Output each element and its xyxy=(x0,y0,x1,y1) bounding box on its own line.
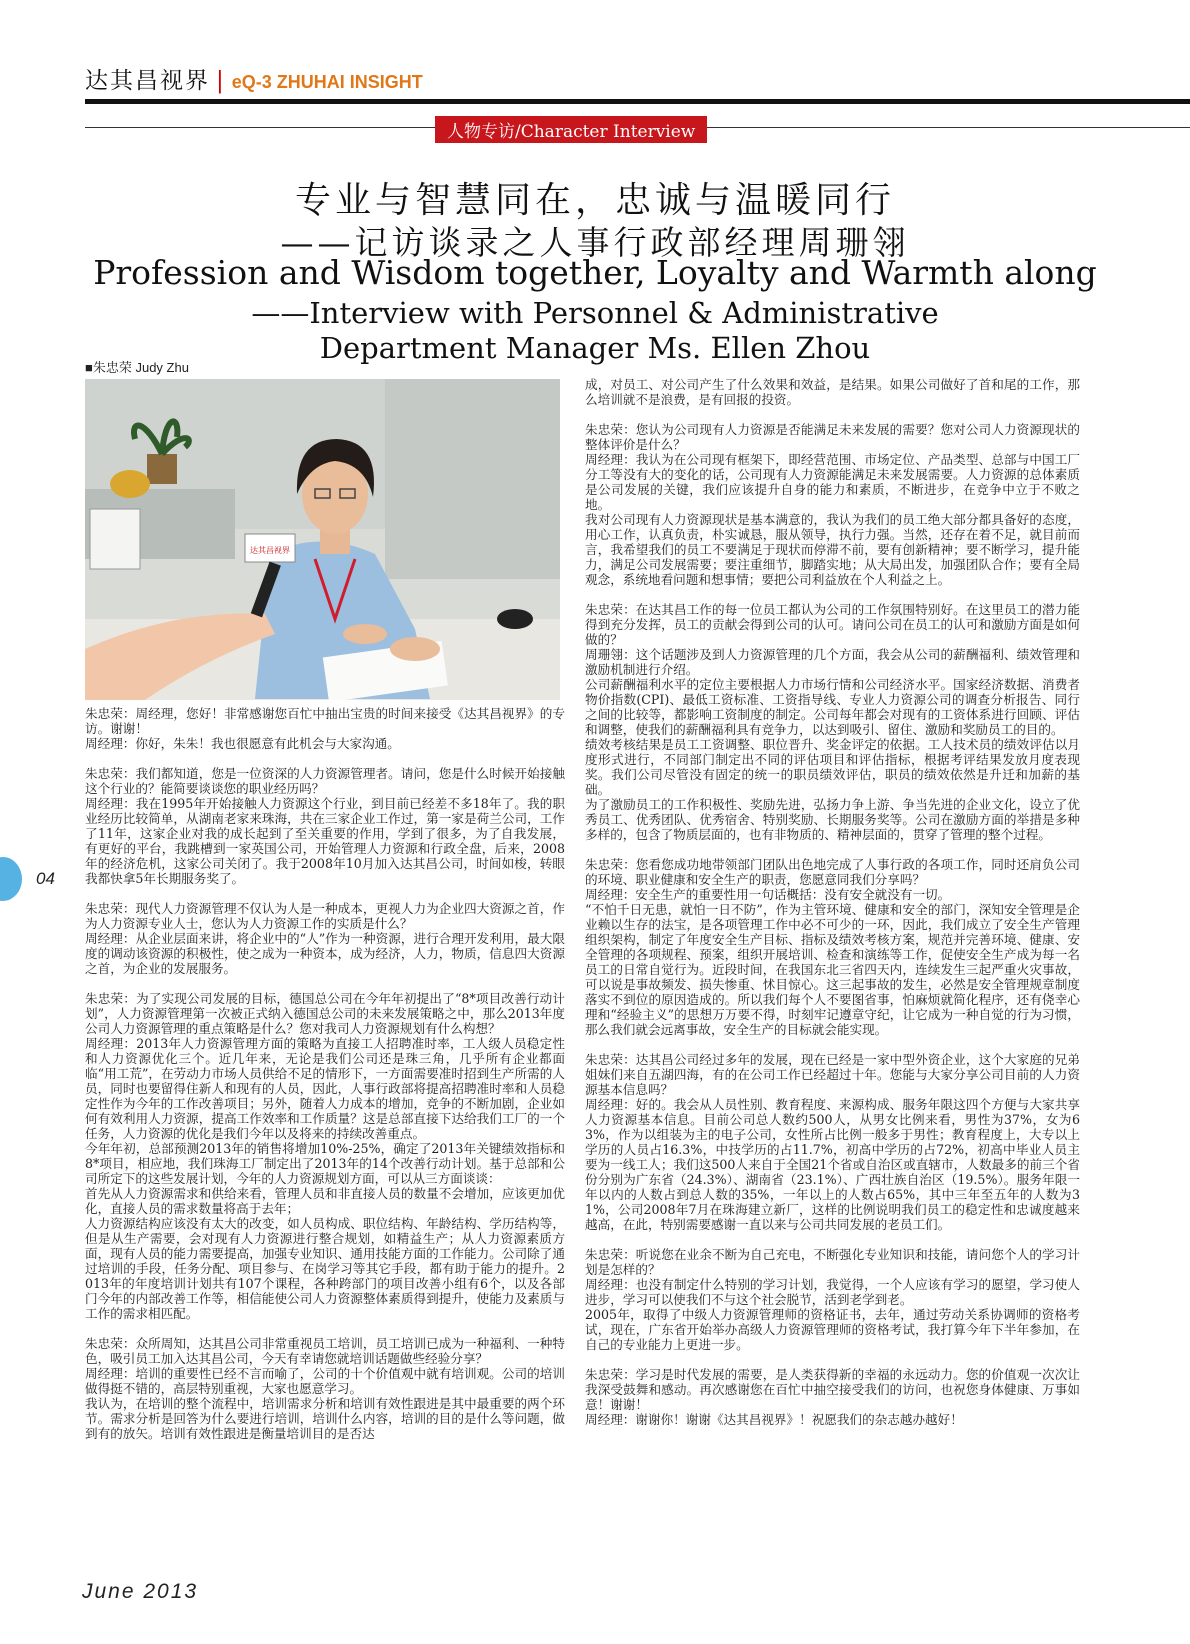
paragraph-gap xyxy=(585,1352,1080,1367)
title-en-line2: ——Interview with Personnel & Administrative xyxy=(251,296,939,330)
paragraph: 周经理：谢谢你！谢谢《达其昌视界》！祝愿我们的杂志越办越好！ xyxy=(585,1412,963,1427)
paragraph: 绩效考核结果是员工工资调整、职位晋升、奖金评定的依据。工人技术员的绩效评估以月度形式进行，不同部门制定出不同的评估项目和评估指标，根据考评结果发放月度表现奖。我们公司尽管没有固定的统一的职员绩效评估，职员的绩效依然是升迁和加薪的基础。 xyxy=(585,737,1080,797)
paragraph: 周经理：安全生产的重要性用一句话概括：没有安全就没有一切。 xyxy=(585,887,951,902)
paragraph-gap xyxy=(585,407,1080,422)
masthead-separator: | xyxy=(216,68,226,94)
paragraph: 周经理：我认为在公司现有框架下，即经营范围、市场定位、产品类型、总部与中国工厂分工等没有大的变化的话，公司现有人力资源能满足未来发展需要。人力资源的总体素质是公司发展的关键，我们应该提升自身的能力和素质，不断进步，在竞争中立于不败之地。 xyxy=(585,452,1080,512)
paragraph: 朱忠荣：为了实现公司发展的目标，德国总公司在今年年初提出了“8*项目改善行动计划”，人力资源管理第一次被正式纳入德国总公司的未来发展策略之中，那么2013年度公司人力资源管理的重点策略是什么？您对我司人力资源规划有什么构想？ xyxy=(85,991,565,1036)
article-right-column xyxy=(585,377,1080,1427)
section-tag: 人物专访/Character Interview xyxy=(435,116,707,143)
paragraph: 周经理：2013年人力资源管理方面的策略为直接工人招聘准时率，工人级人员稳定性和人力资源优化三个。近几年来，无论是我们公司还是珠三角，几乎所有企业都面临“用工荒”，在劳动力市场人员供给不足的情形下，一方面需要准时招到生产所需的人员，同时也要留得住新人和现有的人员，因此，人事行政部将提高招聘准时率和人员稳定性作为今年的工作改善项目；另外，随着人力成本的增加，竞争的不断加剧，企业如何有效利用人力资源，提高工作效率和工作质量？这是总部直接下达给我们工厂的一个任务，人力资源的优化是我们今年以及将来的持续改善重点。 xyxy=(85,1036,565,1141)
byline: ■朱忠荣 Judy Zhu xyxy=(85,360,189,375)
paragraph: 周经理：我在1995年开始接触人力资源这个行业，到目前已经差不多18年了。我的职业经历比较简单，从湖南老家来珠海，共在三家企业工作过，第一家是荷兰公司，工作了11年，这家企业对我的成长起到了至关重要的作用，学到了很多，为了自我发展，有更好的平台，我跳槽到一家英国公司，开始管理人力资源和行政全盘，后来，2008年的经济危机，这家公司关闭了。我于2008年10月加入达其昌公司，时间如梭，转眼我都快拿5年长期服务奖了。 xyxy=(85,796,565,886)
paragraph: 朱忠荣：周经理，您好！非常感谢您百忙中抽出宝贵的时间来接受《达其昌视界》的专访。谢谢！ xyxy=(85,706,565,736)
paragraph-gap xyxy=(85,886,565,901)
paragraph: 周经理：从企业层面来讲，将企业中的“人”作为一种资源，进行合理开发利用，最大限度的调动该资源的积极性，使之成为一种资本，成为经济，人力，物质，信息四大资源之首，为企业的发展服务。 xyxy=(85,931,565,976)
paragraph: 首先从人力资源需求和供给来看，管理人员和非直接人员的数量不会增加，应该更加优化，直接人员的需求数量将高于去年； xyxy=(85,1186,565,1216)
title-en-line1: Profession and Wisdom together, Loyalty and Warmth along xyxy=(93,253,1097,292)
paragraph: 我认为，在培训的整个流程中，培训需求分析和培训有效性跟进是其中最重要的两个环节。需求分析是回答为什么要进行培训，培训什么内容，培训的目的是什么等问题，做到有的放矢。培训有效性跟进是衡量培训目的是否达 xyxy=(85,1396,565,1441)
masthead-en: eQ-3 ZHUHAI INSIGHT xyxy=(231,72,423,92)
paragraph-gap xyxy=(585,1232,1080,1247)
paragraph: 朱忠荣：我们都知道，您是一位资深的人力资源管理者。请问，您是什么时候开始接触这个行业的？能简要谈谈您的职业经历吗？ xyxy=(85,766,565,796)
paragraph: 为了激励员工的工作积极性、奖励先进，弘扬力争上游、争当先进的企业文化，设立了优秀员工、优秀团队、优秀宿舍、特别奖励、长期服务奖等。公司在激励方面的举措是多种多样的，包含了物质层面的，也有非物质的、精神层面的，贯穿了管理的整个过程。 xyxy=(585,797,1080,842)
paragraph-gap xyxy=(85,1321,565,1336)
paragraph: 2005年，取得了中级人力资源管理师的资格证书，去年，通过劳动关系协调师的资格考试，现在，广东省开始举办高级人力资源管理师的资格考试，我打算今年下半年参加，在自己的专业能力上更进一步。 xyxy=(585,1307,1080,1352)
paragraph: 朱忠荣：您看您成功地带领部门团队出色地完成了人事行政的各项工作，同时还肩负公司的环境、职业健康和安全生产的职责，您愿意同我们分享吗？ xyxy=(585,857,1080,887)
header-rule xyxy=(85,99,1190,104)
paragraph: 公司薪酬福利水平的定位主要根据人力市场行情和公司经济水平。国家经济数据、消费者物价指数(CPI)、最低工资标准、工资指导线、专业人力资源公司的调查分析报告、同行之间的比较等，都影响工资制度的制定。公司每年都会对现有的工资体系进行回顾、评估和调整，使我们的薪酬福利具有竞争力，以达到吸引、留住、激励和奖励员工的目的。 xyxy=(585,677,1080,737)
paragraph: 朱忠荣：达其昌公司经过多年的发展，现在已经是一家中型外资企业，这个大家庭的兄弟姐妹们来自五湖四海，有的在公司工作已经超过十年。您能与大家分享公司目前的人力资源基本信息吗？ xyxy=(585,1052,1080,1097)
title-cn-line2: ——记访谈录之人事行政部经理周珊翎 xyxy=(280,223,910,262)
issue-date: June 2013 xyxy=(82,1580,199,1603)
paragraph-gap xyxy=(585,587,1080,602)
page-number-marker xyxy=(0,857,22,901)
paragraph: 周经理：你好，朱朱！我也很愿意有此机会与大家沟通。 xyxy=(85,736,400,751)
paragraph: 人力资源结构应该没有太大的改变，如人员构成、职位结构、年龄结构、学历结构等，但是从生产需要，会对现有人力资源进行整合规划，如精益生产；从人力资源素质方面，现有人员的能力需要提高，加强专业知识、通用技能方面的工作能力。公司除了通过培训的手段，任务分配、项目参与、在岗学习等其它手段，都有助于能力的提升。2013年的年度培训计划共有107个课程，各种跨部门的项目改善小组有6个，以及各部门今年的内部改善工作等，相信能使公司人力资源整体素质得到提升，使能力及素质与工作的需求相匹配。 xyxy=(85,1216,565,1321)
paragraph: 朱忠荣：听说您在业余不断为自己充电，不断强化专业知识和技能，请问您个人的学习计划是怎样的？ xyxy=(585,1247,1080,1277)
paragraph: 周经理：培训的重要性已经不言而喻了，公司的十个价值观中就有培训观。公司的培训做得挺不错的，高层特别重视，大家也愿意学习。 xyxy=(85,1366,565,1396)
paragraph-gap xyxy=(585,842,1080,857)
interview-photo xyxy=(85,379,560,700)
article-left-column xyxy=(85,706,565,1441)
paragraph: 周经理：也没有制定什么特别的学习计划，我觉得，一个人应该有学习的愿望，学习使人进步，学习可以使我们不与这个社会脱节，活到老学到老。 xyxy=(585,1277,1080,1307)
masthead xyxy=(85,62,423,95)
page-number: 04 xyxy=(36,869,55,888)
title-cn-line1: 专业与智慧同在，忠诚与温暖同行 xyxy=(294,180,895,221)
paragraph: 周珊翎：这个话题涉及到人力资源管理的几个方面，我会从公司的薪酬福利、绩效管理和激励机制进行介绍。 xyxy=(585,647,1080,677)
paragraph: 朱忠荣：众所周知，达其昌公司非常重视员工培训，员工培训已成为一种福利、一种特色，吸引员工加入达其昌公司，今天有幸请您就培训话题做些经验分享？ xyxy=(85,1336,565,1366)
paragraph-gap xyxy=(585,1037,1080,1052)
paragraph: “不怕千日无患，就怕一日不防”，作为主管环境、健康和安全的部门，深知安全管理是企业赖以生存的法宝，是各项管理工作中必不可少的一环，因此，我们成立了安全生产管理组织架构，制定了年度安全生产目标、指标及绩效考核方案，规范并完善环境、健康、安全管理的各项规程、预案，组织开展培训、检查和演练等工作，促使安全生产成为每一名员工的日常自觉行为。近段时间，在我国东北三省四天内，连续发生三起严重火灾事故，可以说是事故频发、损失惨重、怵目惊心。这三起事故的发生，必然是安全管理规章制度落实不到位的原因造成的。所以我们每个人不要图省事，怕麻烦就简化程序，还有侥幸心理和“经验主义”的思想万万要不得，时刻牢记遵章守纪，让它成为一种自觉的行为习惯，那么我们就会远离事故，安全生产的目标就会能实现。 xyxy=(585,902,1080,1037)
paragraph: 朱忠荣：学习是时代发展的需要，是人类获得新的幸福的永远动力。您的价值观一次次让我深受鼓舞和感动。再次感谢您在百忙中抽空接受我们的访问，也祝您身体健康、万事如意！谢谢！ xyxy=(585,1367,1080,1412)
paragraph: 今年年初，总部预测2013年的销售将增加10%-25%，确定了2013年关键绩效指标和8*项目，相应地，我们珠海工厂制定出了2013年的14个改善行动计划。基于总部和公司所定下的这些发展计划，今年的人力资源规划方面，可以从三方面谈谈： xyxy=(85,1141,565,1186)
paragraph: 朱忠荣：现代人力资源管理不仅认为人是一种成本，更视人力为企业四大资源之首，作为人力资源专业人士，您认为人力资源工作的实质是什么？ xyxy=(85,901,565,931)
paragraph: 周经理：好的。我会从人员性别、教育程度、来源构成、服务年限这四个方便与大家共享人力资源基本信息。目前公司总人数约500人，从男女比例来看，男性为37%，女为63%，作为以组装为主的电子公司，女性所占比例一般多于男性；教育程度上，大专以上学历的人员占16.3%，中技学历的占11.7%，初高中学历的占72%，初高中毕业人员主要为一线工人；我们这500人来自于全国21个省或自治区或直辖市，人数最多的前三个省份分别为广东省（24.3%）、湖南省（23.1%）、广西壮族自治区（19.5%）。服务年限一年以内的人数占到总人数的35%，一年以上的人数占65%，其中三年至五年的人数为31%，公司2008年7月在珠海建立新厂，这样的比例说明我们员工的稳定性和忠诚度越来越高，在此，特别需要感谢一直以来与公司共同发展的老员工们。 xyxy=(585,1097,1080,1232)
paragraph-gap xyxy=(85,751,565,766)
paragraph: 我对公司现有人力资源现状是基本满意的，我认为我们的员工绝大部分都具备好的态度，用心工作，认真负责，朴实诚恳，服从领导，执行力强。当然，还存在着不足，就目前而言，我希望我们的员工不要满足于现状而停滞不前，要有创新精神；要不断学习，提升能力，满足公司发展需要；要注重细节，脚踏实地；从大局出发，加强团队合作；要有全局观念，系统地看问题和想事情；要把公司利益放在个人利益之上。 xyxy=(585,512,1080,587)
paragraph-gap xyxy=(85,976,565,991)
title-en-line3: Department Manager Ms. Ellen Zhou xyxy=(319,331,871,365)
mic-label: 达其昌视界 xyxy=(250,546,290,555)
masthead-cn: 达其昌视界 xyxy=(85,68,210,94)
paragraph: 成，对员工、对公司产生了什么效果和效益，是结果。如果公司做好了首和尾的工作，那么培训就不是浪费，是有回报的投资。 xyxy=(585,377,1080,407)
paragraph: 朱忠荣：您认为公司现有人力资源是否能满足未来发展的需要？您对公司人力资源现状的整体评价是什么？ xyxy=(585,422,1080,452)
paragraph: 朱忠荣：在达其昌工作的每一位员工都认为公司的工作氛围特别好。在这里员工的潜力能得到充分发挥，员工的贡献会得到公司的认可。请问公司在员工的认可和激励方面是如何做的？ xyxy=(585,602,1080,647)
